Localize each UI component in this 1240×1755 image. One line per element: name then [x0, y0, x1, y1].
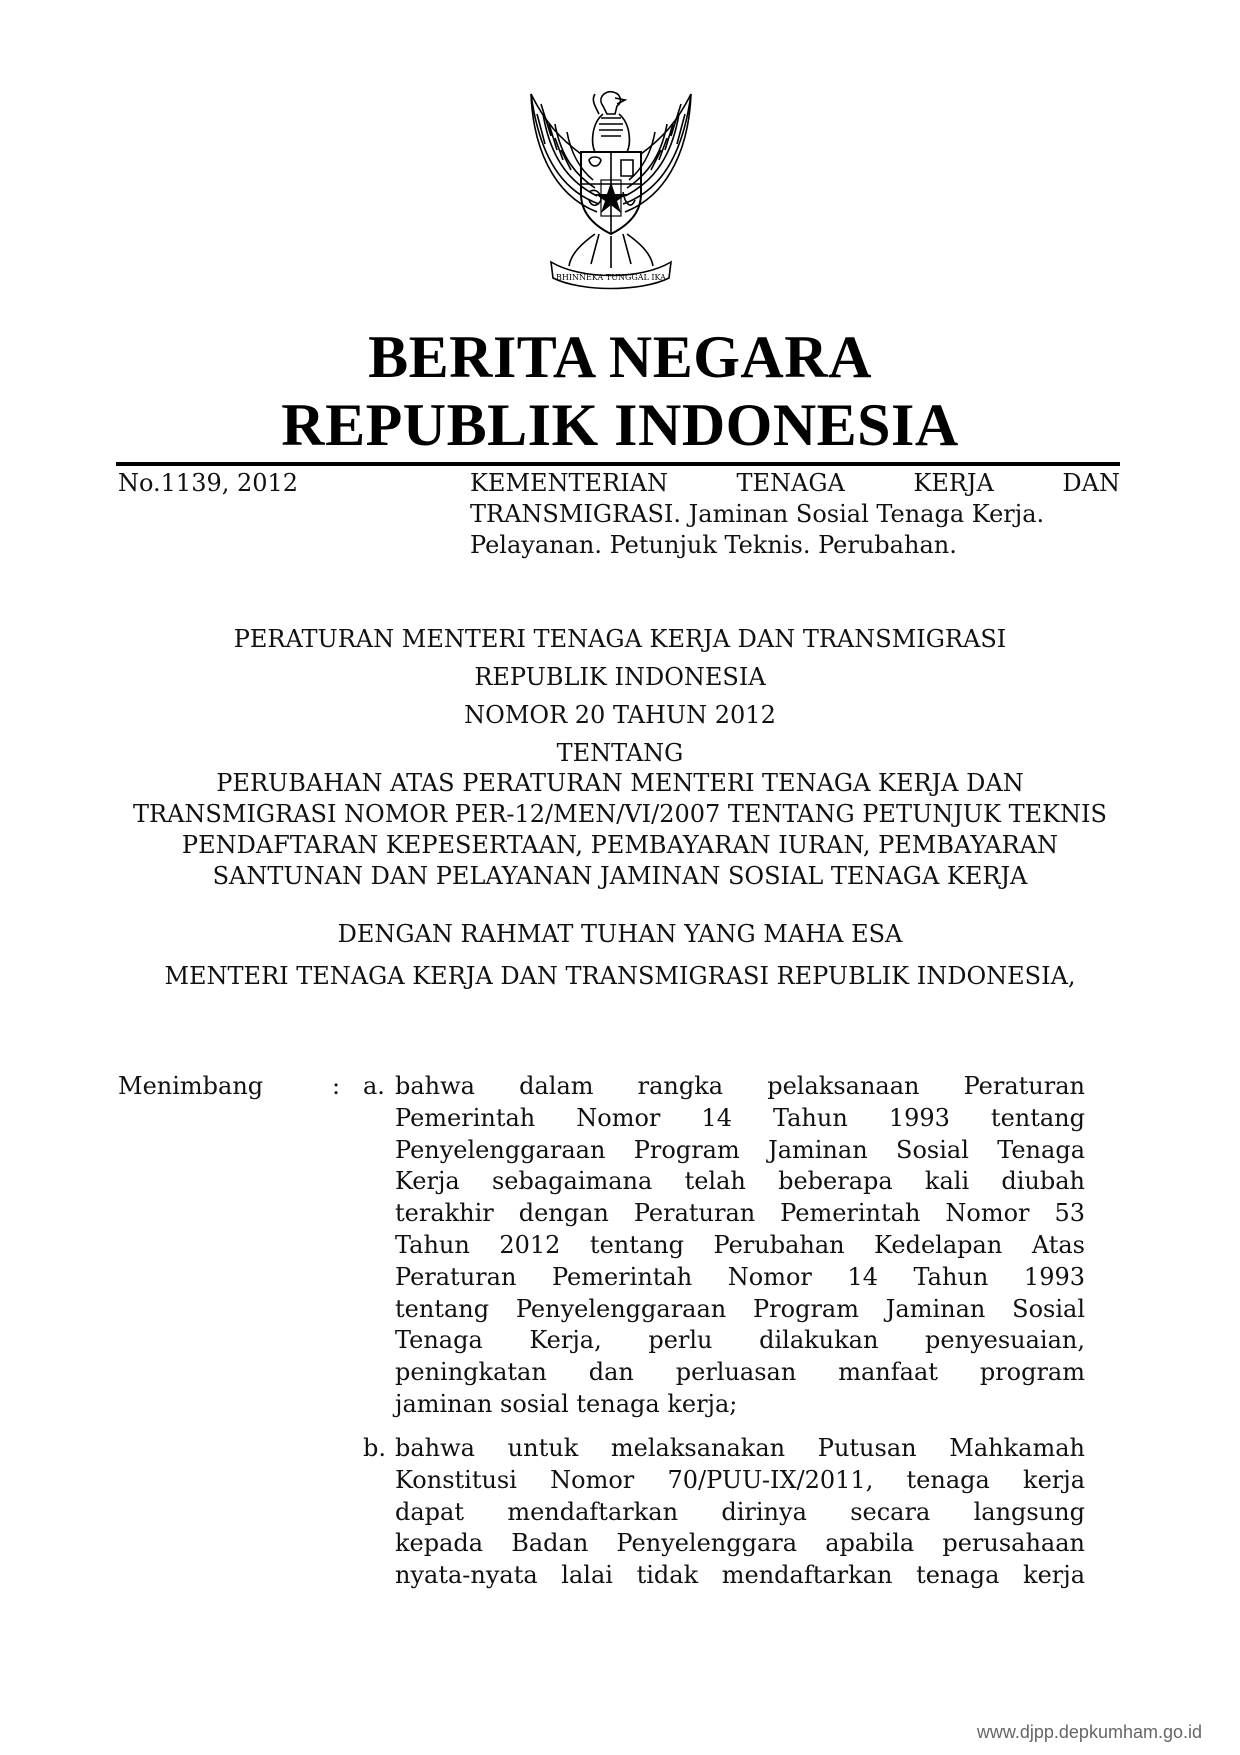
regulation-subject-line: PENDAFTARAN KEPESERTAAN, PEMBAYARAN IURAN, PEMBAYARAN: [181, 831, 1059, 859]
item-line: Tenaga Kerja, perlu dilakukan penyesuaian,: [395, 1326, 1085, 1355]
considering-item-a: [395, 1071, 1085, 1421]
footer-url[interactable]: www.djpp.depkumham.go.id: [976, 1722, 1202, 1742]
regulation-title-line: TENTANG: [556, 739, 684, 767]
item-line: Kerja sebagaimana telah beberapa kali diubah: [395, 1167, 1085, 1196]
masthead-divider: [116, 462, 1120, 466]
grace-formula: DENGAN RAHMAT TUHAN YANG MAHA ESA: [337, 920, 903, 948]
item-line: Peraturan Pemerintah Nomor 14 Tahun 1993: [395, 1262, 1085, 1291]
regulation-title-line: PERATURAN MENTERI TENAGA KERJA DAN TRANSMIGRASI: [233, 625, 1007, 653]
item-marker: b.: [363, 1434, 386, 1462]
garuda-emblem-icon: [511, 84, 711, 299]
item-line: kepada Badan Penyelenggara apabila perusahaan: [395, 1529, 1085, 1558]
item-line: Konstitusi Nomor 70/PUU-IX/2011, tenaga kerja: [395, 1465, 1085, 1494]
considering-item-b: [395, 1433, 1085, 1592]
item-line: jaminan sosial tenaga kerja;: [395, 1389, 738, 1418]
regulation-subject-line: SANTUNAN DAN PELAYANAN JAMINAN SOSIAL TENAGA KERJA: [212, 862, 1028, 890]
item-line: bahwa dalam rangka pelaksanaan Peraturan: [395, 1072, 1085, 1100]
item-marker: a.: [363, 1072, 385, 1100]
item-line: terakhir dengan Peraturan Pemerintah Nomor 53: [395, 1199, 1085, 1228]
issue-summary-line: KEMENTERIAN TENAGA KERJA DAN: [470, 469, 1120, 497]
issue-summary-line: TRANSMIGRASI. Jaminan Sosial Tenaga Kerja.: [470, 500, 1045, 528]
item-line: bahwa untuk melaksanakan Putusan Mahkamah: [395, 1434, 1085, 1462]
item-line: tentang Penyelenggaraan Program Jaminan Sosial: [395, 1294, 1085, 1323]
item-line: Penyelenggaraan Program Jaminan Sosial Tenaga: [395, 1135, 1085, 1164]
regulation-subject-line: PERUBAHAN ATAS PERATURAN MENTERI TENAGA KERJA DAN: [216, 769, 1024, 797]
issue-number: No.1139, 2012: [118, 469, 299, 497]
item-line: Pemerintah Nomor 14 Tahun 1993 tentang: [395, 1103, 1085, 1132]
regulation-title-line: REPUBLIK INDONESIA: [474, 663, 766, 691]
regulation-subject: [0, 768, 1240, 892]
emblem-motto: BHINNEKA TUNGGAL IKA: [556, 273, 666, 282]
item-line: dapat mendaftarkan dirinya secara langsung: [395, 1497, 1085, 1526]
minister-line: MENTERI TENAGA KERJA DAN TRANSMIGRASI REPUBLIK INDONESIA,: [164, 962, 1076, 990]
considering-label: Menimbang: [118, 1072, 264, 1100]
regulation-title: [0, 620, 1240, 772]
issue-summary: [470, 468, 1120, 561]
regulation-subject-line: TRANSMIGRASI NOMOR PER-12/MEN/VI/2007 TENTANG PETUNJUK TEKNIS: [133, 800, 1107, 828]
item-line: nyata-nyata lalai tidak mendaftarkan tenaga kerja: [395, 1561, 1085, 1590]
regulation-title-line: NOMOR 20 TAHUN 2012: [464, 701, 776, 729]
item-line: Tahun 2012 tentang Perubahan Kedelapan Atas: [395, 1230, 1085, 1259]
masthead-subtitle: REPUBLIK INDONESIA: [281, 392, 959, 458]
item-line: peningkatan dan perluasan manfaat program: [395, 1358, 1085, 1387]
masthead-title: BERITA NEGARA: [368, 324, 872, 390]
issue-summary-line: Pelayanan. Petunjuk Teknis. Perubahan.: [470, 531, 957, 559]
considering-colon: :: [332, 1072, 341, 1100]
